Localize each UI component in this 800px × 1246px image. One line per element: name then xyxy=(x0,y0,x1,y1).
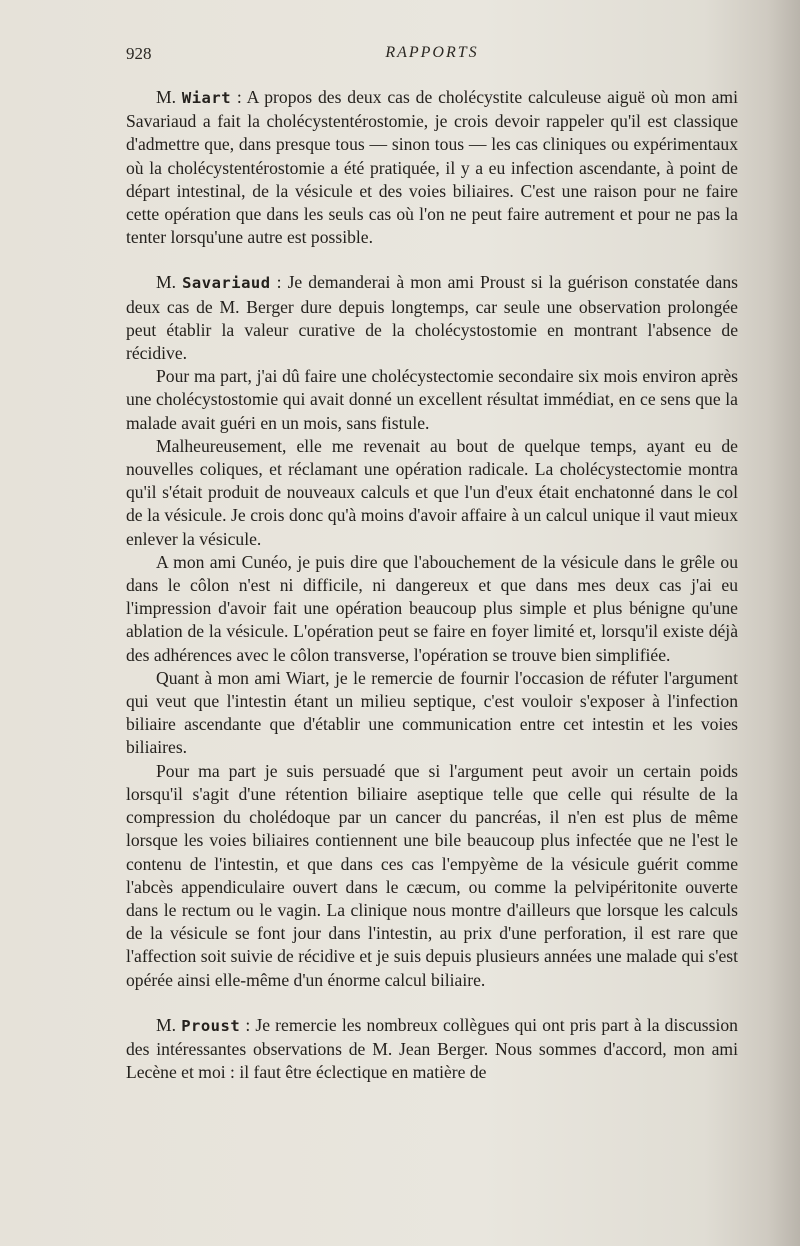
running-title: RAPPORTS xyxy=(385,44,479,61)
body-text xyxy=(126,86,738,1084)
savariaud-paragraph: Pour ma part je suis persuadé que si l'argument peut avoir un certain poids lorsqu'il s'agit d'une rétention biliaire aseptique telle que celle qui résulte de la compression du cholédoque par un cancer du pancréas, il n'en est plus de même lorsque les voies biliaires contiennent une bile beaucoup plus infectée que ne l'est le contenu de l'intestin, et que dans ces cas l'empyème de la vésicule guérit comme l'abcès appendiculaire ouvert dans le cæcum, ou comme la pelvipéritonite ouverte dans le rectum ou le vagin. La clinique nous montre d'ailleurs que lorsque les calculs de la vésicule se font jour dans l'intestin, au prix d'une perforation, il est rare que l'affection soit suivie de récidive et je suis depuis plusieurs années une malade qui s'est opérée ainsi elle-même d'un énorme calcul biliaire. xyxy=(126,760,738,990)
speaker-prefix: M. xyxy=(156,87,182,107)
speaker-prefix: M. xyxy=(156,1014,182,1035)
paragraph-text: : Je demanderai à mon ami Proust si la guérison constatée dans deux cas de M. Berger dure depuis longtemps, car seule une observation prolongée peut établir la valeur curative de la cholécystostomie en montrant l'absence de récidive. xyxy=(126,272,738,364)
savariaud-remarks xyxy=(126,271,738,365)
paragraph-text: : Je remercie les nombreux collègues qui ont pris part à la discussion des intéressantes observations de M. Jean Berger. Nous sommes d'accord, mon ami Lecène et moi : il faut être éclectique en matière de xyxy=(126,1014,738,1083)
wiart-remarks xyxy=(126,86,738,249)
paragraph-text: : A propos des deux cas de cholécystite calculeuse aiguë où mon ami Savariaud a fait la cholécystentérostomie, je crois devoir rappeler qu'il est classique d'admettre que, dans presque tous — sinon tous — les cas cliniques ou expérimentaux où la cholécystentérostomie a été pratiquée, il y a eu infection ascendante, à point de départ intestinal, de la vésicule et des voies biliaires. C'est une raison pour ne faire cette opération que dans les seuls cas où l'on ne peut faire autrement et pour ne pas la tenter lorsqu'une autre est possible. xyxy=(126,87,738,248)
speaker-prefix: M. xyxy=(156,272,183,293)
proust-remarks xyxy=(126,1014,738,1085)
savariaud-paragraph: A mon ami Cunéo, je puis dire que l'abouchement de la vésicule dans le grêle ou dans le côlon n'est ni difficile, ni dangereux et que dans mes deux cas j'ai eu l'impression d'avoir fait une opération beaucoup plus simple et plus bénigne qu'une ablation de la vésicule. L'opération peut se faire en foyer limité et, lorsqu'il existe déjà des adhérences avec le côlon transverse, l'opération se trouve bien simplifiée. xyxy=(126,551,738,665)
savariaud-paragraph: Quant à mon ami Wiart, je le remercie de fournir l'occasion de réfuter l'argument qui veut que l'intestin étant un milieu septique, c'est vouloir s'exposer à l'infection biliaire ascendante que d'établir une communication entre cet intestin et les voies biliaires. xyxy=(126,667,738,758)
page-number: 928 xyxy=(126,44,152,63)
speaker-name-savariaud: Savariaud xyxy=(182,274,271,293)
savariaud-paragraph: Pour ma part, j'ai dû faire une cholécystectomie secondaire six mois environ après une cholécystostomie qui avait donné un excellent résultat immédiat, en ce sens que la malade avait guéri en un mois, sans fistule. xyxy=(126,366,738,433)
speaker-name-wiart: Wiart xyxy=(181,89,232,107)
savariaud-paragraph: Malheureusement, elle me revenait au bout de quelque temps, ayant eu de nouvelles coliques, et réclamant une opération radicale. La cholécystectomie montra qu'il s'était produit de nouveaux calculs et que l'un d'eux était enchatonné dans le col de la vésicule. Je crois donc qu'à moins d'avoir affaire à un calcul unique il vaut mieux enlever la vésicule. xyxy=(126,435,738,549)
speaker-name-proust: Proust xyxy=(181,1016,241,1035)
page-header xyxy=(126,44,738,70)
